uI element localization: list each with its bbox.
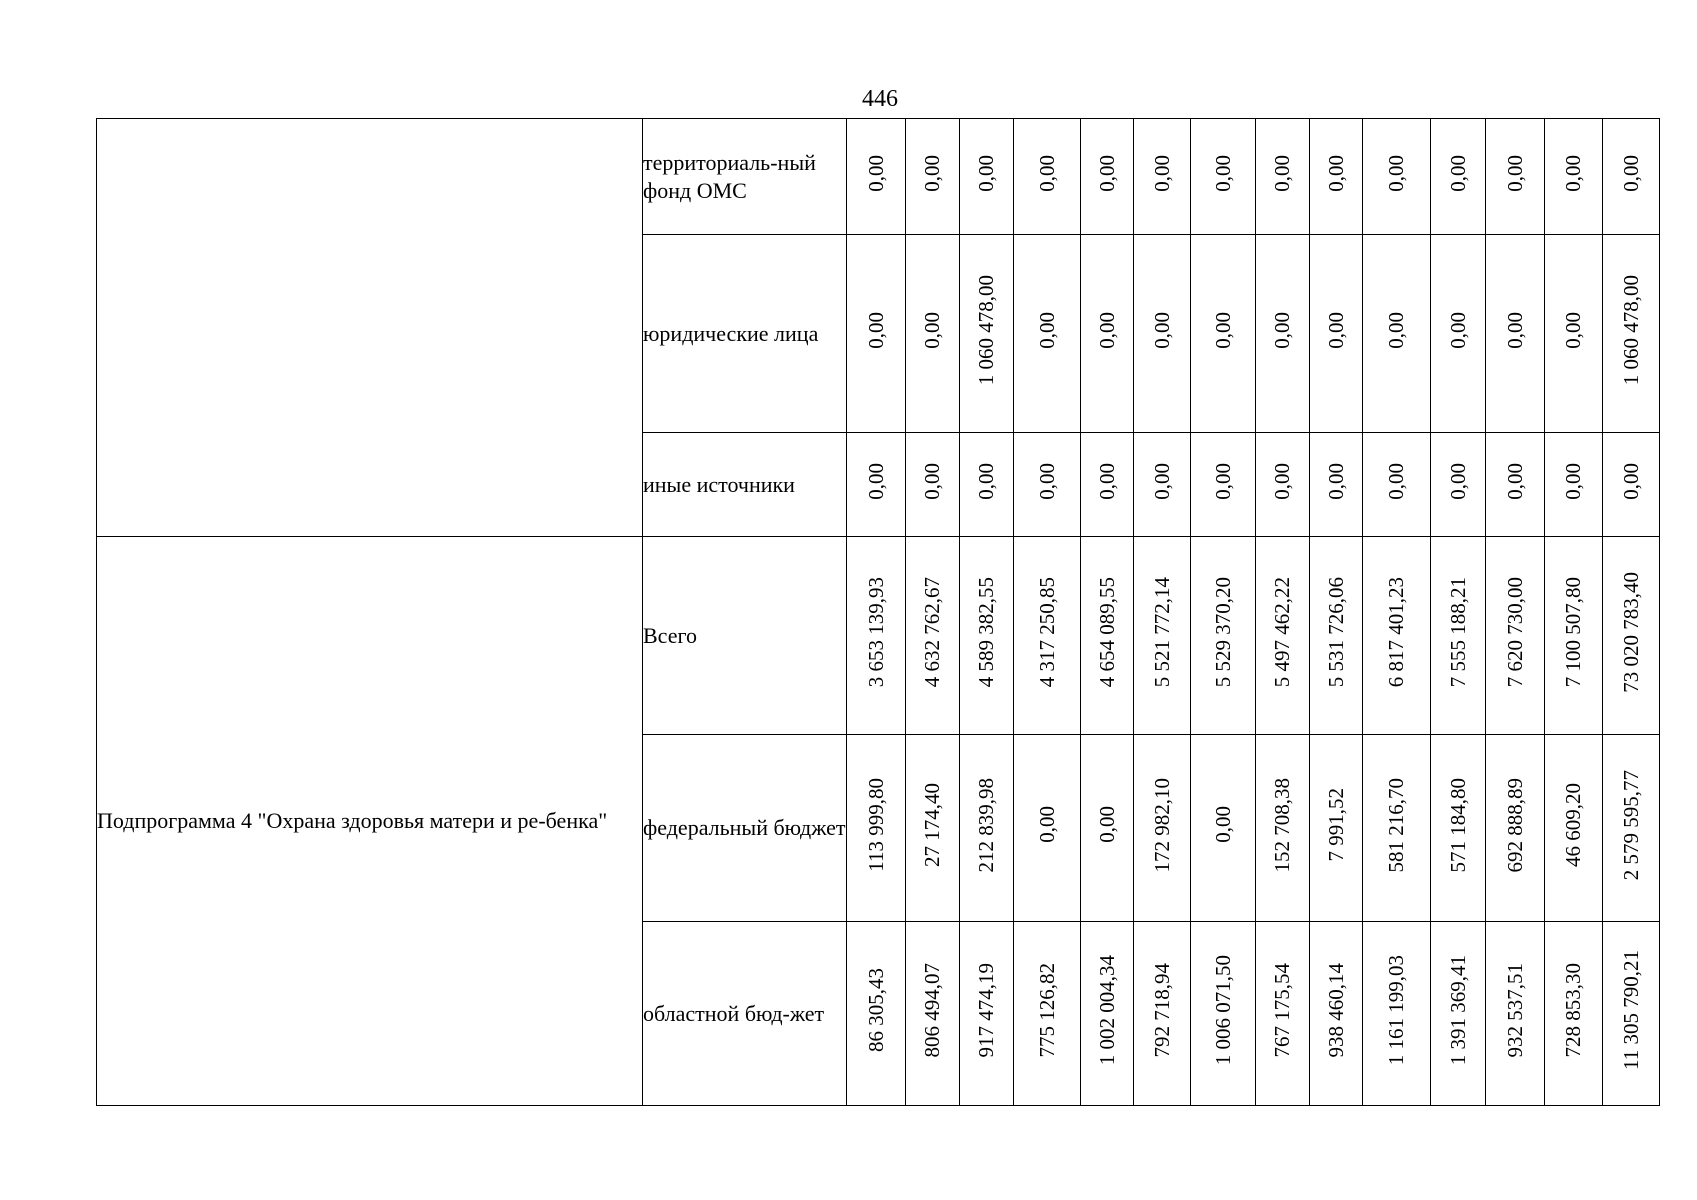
amount-cell [1486,119,1545,235]
amount-cell [1603,433,1660,537]
amount-cell [1014,235,1081,433]
amount-cell [1545,537,1603,735]
amount-cell [1545,119,1603,235]
amount-value: 7 991,52 [1323,788,1348,862]
amount-cell [1134,119,1191,235]
amount-cell [1363,922,1431,1106]
funding-source-label: федеральный бюджет [643,735,847,922]
amount-cell [1310,537,1363,735]
amount-value: 0,00 [1384,311,1409,349]
amount-value: 2 579 595,77 [1618,769,1643,880]
amount-cell [1363,119,1431,235]
amount-value: 0,00 [1034,462,1059,500]
amount-cell [1081,119,1134,235]
amount-cell [906,922,960,1106]
amount-value: 0,00 [1618,462,1643,500]
amount-cell [1256,922,1310,1106]
amount-value: 7 620 730,00 [1502,577,1527,688]
amount-value: 0,00 [1034,311,1059,349]
amount-cell [1310,433,1363,537]
amount-value: 0,00 [920,154,945,192]
amount-value: 5 497 462,22 [1270,577,1295,688]
program-name-cell [97,119,643,537]
amount-cell [1545,433,1603,537]
amount-value: 86 305,43 [863,968,888,1053]
amount-value: 728 853,30 [1561,963,1586,1058]
amount-value: 73 020 783,40 [1618,571,1643,693]
amount-value: 0,00 [1445,154,1470,192]
amount-value: 0,00 [863,154,888,192]
funding-source-label: юридические лица [643,235,847,433]
amount-value: 0,00 [1323,462,1348,500]
amount-value: 5 529 370,20 [1210,577,1235,688]
amount-value: 0,00 [974,154,999,192]
amount-cell [1256,735,1310,922]
program-name-cell: Подпрограмма 4 "Охрана здоровья матери и ре-бенка" [97,537,643,1106]
amount-cell [906,235,960,433]
amount-cell [1014,735,1081,922]
amount-value: 7 555 188,21 [1445,577,1470,688]
amount-value: 0,00 [1502,311,1527,349]
amount-value: 46 609,20 [1561,782,1586,867]
amount-value: 0,00 [1094,806,1119,844]
amount-value: 3 653 139,93 [863,577,888,688]
amount-value: 1 002 004,34 [1094,955,1119,1066]
amount-value: 932 537,51 [1502,963,1527,1058]
amount-cell [1431,119,1486,235]
amount-value: 7 100 507,80 [1561,577,1586,688]
amount-cell [847,433,906,537]
amount-cell [847,119,906,235]
amount-cell [1256,235,1310,433]
amount-cell [960,119,1014,235]
amount-value: 5 521 772,14 [1149,577,1174,688]
amount-value: 172 982,10 [1149,777,1174,872]
amount-value: 4 654 089,55 [1094,577,1119,688]
amount-value: 0,00 [1149,154,1174,192]
amount-value: 212 839,98 [974,777,999,872]
amount-cell [1191,235,1256,433]
amount-cell [1431,235,1486,433]
amount-value: 775 126,82 [1034,963,1059,1058]
amount-value: 0,00 [1561,311,1586,349]
amount-cell [1545,922,1603,1106]
amount-cell [1310,119,1363,235]
amount-value: 0,00 [1445,311,1470,349]
amount-cell [1014,537,1081,735]
amount-value: 1 060 478,00 [1618,275,1643,386]
amount-value: 0,00 [863,462,888,500]
amount-value: 4 632 762,67 [920,577,945,688]
amount-cell [847,922,906,1106]
amount-cell [1431,922,1486,1106]
funding-source-label: Всего [643,537,847,735]
amount-value: 0,00 [1094,462,1119,500]
amount-value: 0,00 [1034,806,1059,844]
amount-value: 6 817 401,23 [1384,577,1409,688]
budget-table [96,118,1660,1106]
table-row [97,537,1660,735]
amount-value: 152 708,38 [1270,777,1295,872]
amount-value: 0,00 [920,311,945,349]
amount-value: 11 305 790,21 [1618,950,1643,1071]
amount-value: 4 317 250,85 [1034,577,1059,688]
amount-cell [1603,119,1660,235]
amount-cell [906,537,960,735]
amount-cell [960,735,1014,922]
amount-value: 0,00 [1270,311,1295,349]
amount-value: 113 999,80 [863,777,888,872]
amount-cell [1014,119,1081,235]
amount-cell [1486,433,1545,537]
amount-cell [1603,922,1660,1106]
amount-value: 0,00 [1034,154,1059,192]
amount-value: 0,00 [1618,154,1643,192]
amount-value: 1 161 199,03 [1384,955,1409,1066]
amount-value: 938 460,14 [1323,963,1348,1058]
amount-cell [1363,235,1431,433]
amount-cell [1363,537,1431,735]
amount-value: 0,00 [1561,154,1586,192]
amount-cell [1256,433,1310,537]
amount-value: 0,00 [1094,154,1119,192]
amount-cell [1191,735,1256,922]
amount-cell [1191,537,1256,735]
amount-cell [1014,922,1081,1106]
amount-cell [1603,235,1660,433]
amount-cell [1603,537,1660,735]
amount-value: 692 888,89 [1502,777,1527,872]
amount-cell [960,537,1014,735]
amount-value: 792 718,94 [1149,963,1174,1058]
amount-cell [1431,433,1486,537]
amount-cell [960,922,1014,1106]
amount-cell [1431,537,1486,735]
amount-value: 0,00 [1210,154,1235,192]
amount-cell [906,433,960,537]
amount-cell [1363,433,1431,537]
amount-cell [1486,537,1545,735]
amount-value: 0,00 [920,462,945,500]
amount-cell [1310,235,1363,433]
amount-cell [1363,735,1431,922]
funding-source-label: иные источники [643,433,847,537]
amount-value: 0,00 [1384,154,1409,192]
amount-cell [960,235,1014,433]
amount-cell [906,735,960,922]
amount-cell [1256,537,1310,735]
amount-value: 0,00 [1270,154,1295,192]
amount-cell [1191,433,1256,537]
amount-cell [1134,735,1191,922]
amount-cell [1310,922,1363,1106]
amount-cell [906,119,960,235]
funding-source-label: областной бюд-жет [643,922,847,1106]
amount-value: 0,00 [1323,154,1348,192]
amount-cell [1486,735,1545,922]
amount-value: 0,00 [1445,462,1470,500]
amount-value: 0,00 [1270,462,1295,500]
amount-cell [1081,433,1134,537]
amount-value: 0,00 [974,462,999,500]
amount-cell [1191,119,1256,235]
amount-cell [1134,235,1191,433]
amount-cell [1191,922,1256,1106]
amount-cell [1014,433,1081,537]
amount-cell [1431,735,1486,922]
amount-cell [1134,537,1191,735]
amount-value: 0,00 [1149,311,1174,349]
amount-cell [1081,537,1134,735]
amount-value: 1 006 071,50 [1210,955,1235,1066]
amount-cell [1081,922,1134,1106]
amount-value: 1 391 369,41 [1445,955,1470,1066]
amount-value: 917 474,19 [974,963,999,1058]
amount-value: 27 174,40 [920,782,945,867]
amount-value: 1 060 478,00 [974,275,999,386]
amount-cell [1545,235,1603,433]
amount-cell [1081,235,1134,433]
amount-cell [1486,235,1545,433]
amount-cell [1545,735,1603,922]
amount-cell [1134,433,1191,537]
amount-cell [847,735,906,922]
amount-cell [847,235,906,433]
amount-value: 0,00 [1149,462,1174,500]
amount-cell [960,433,1014,537]
amount-value: 767 175,54 [1270,963,1295,1058]
amount-value: 0,00 [1210,462,1235,500]
amount-value: 0,00 [1094,311,1119,349]
amount-cell [1310,735,1363,922]
amount-value: 0,00 [1210,806,1235,844]
amount-value: 571 184,80 [1445,777,1470,872]
amount-cell [1256,119,1310,235]
page-number: 446 [862,86,898,112]
amount-value: 4 589 382,55 [974,577,999,688]
amount-cell [847,537,906,735]
amount-value: 581 216,70 [1384,777,1409,872]
amount-cell [1486,922,1545,1106]
amount-value: 806 494,07 [920,963,945,1058]
amount-value: 5 531 726,06 [1323,577,1348,688]
amount-value: 0,00 [1502,154,1527,192]
amount-value: 0,00 [1323,311,1348,349]
table-row [97,119,1660,235]
amount-value: 0,00 [1384,462,1409,500]
amount-cell [1603,735,1660,922]
funding-source-label: территориаль-ный фонд ОМС [643,119,847,235]
amount-value: 0,00 [1210,311,1235,349]
budget-table-body [97,119,1660,1106]
amount-value: 0,00 [1561,462,1586,500]
amount-cell [1134,922,1191,1106]
amount-value: 0,00 [1502,462,1527,500]
amount-cell [1081,735,1134,922]
amount-value: 0,00 [863,311,888,349]
